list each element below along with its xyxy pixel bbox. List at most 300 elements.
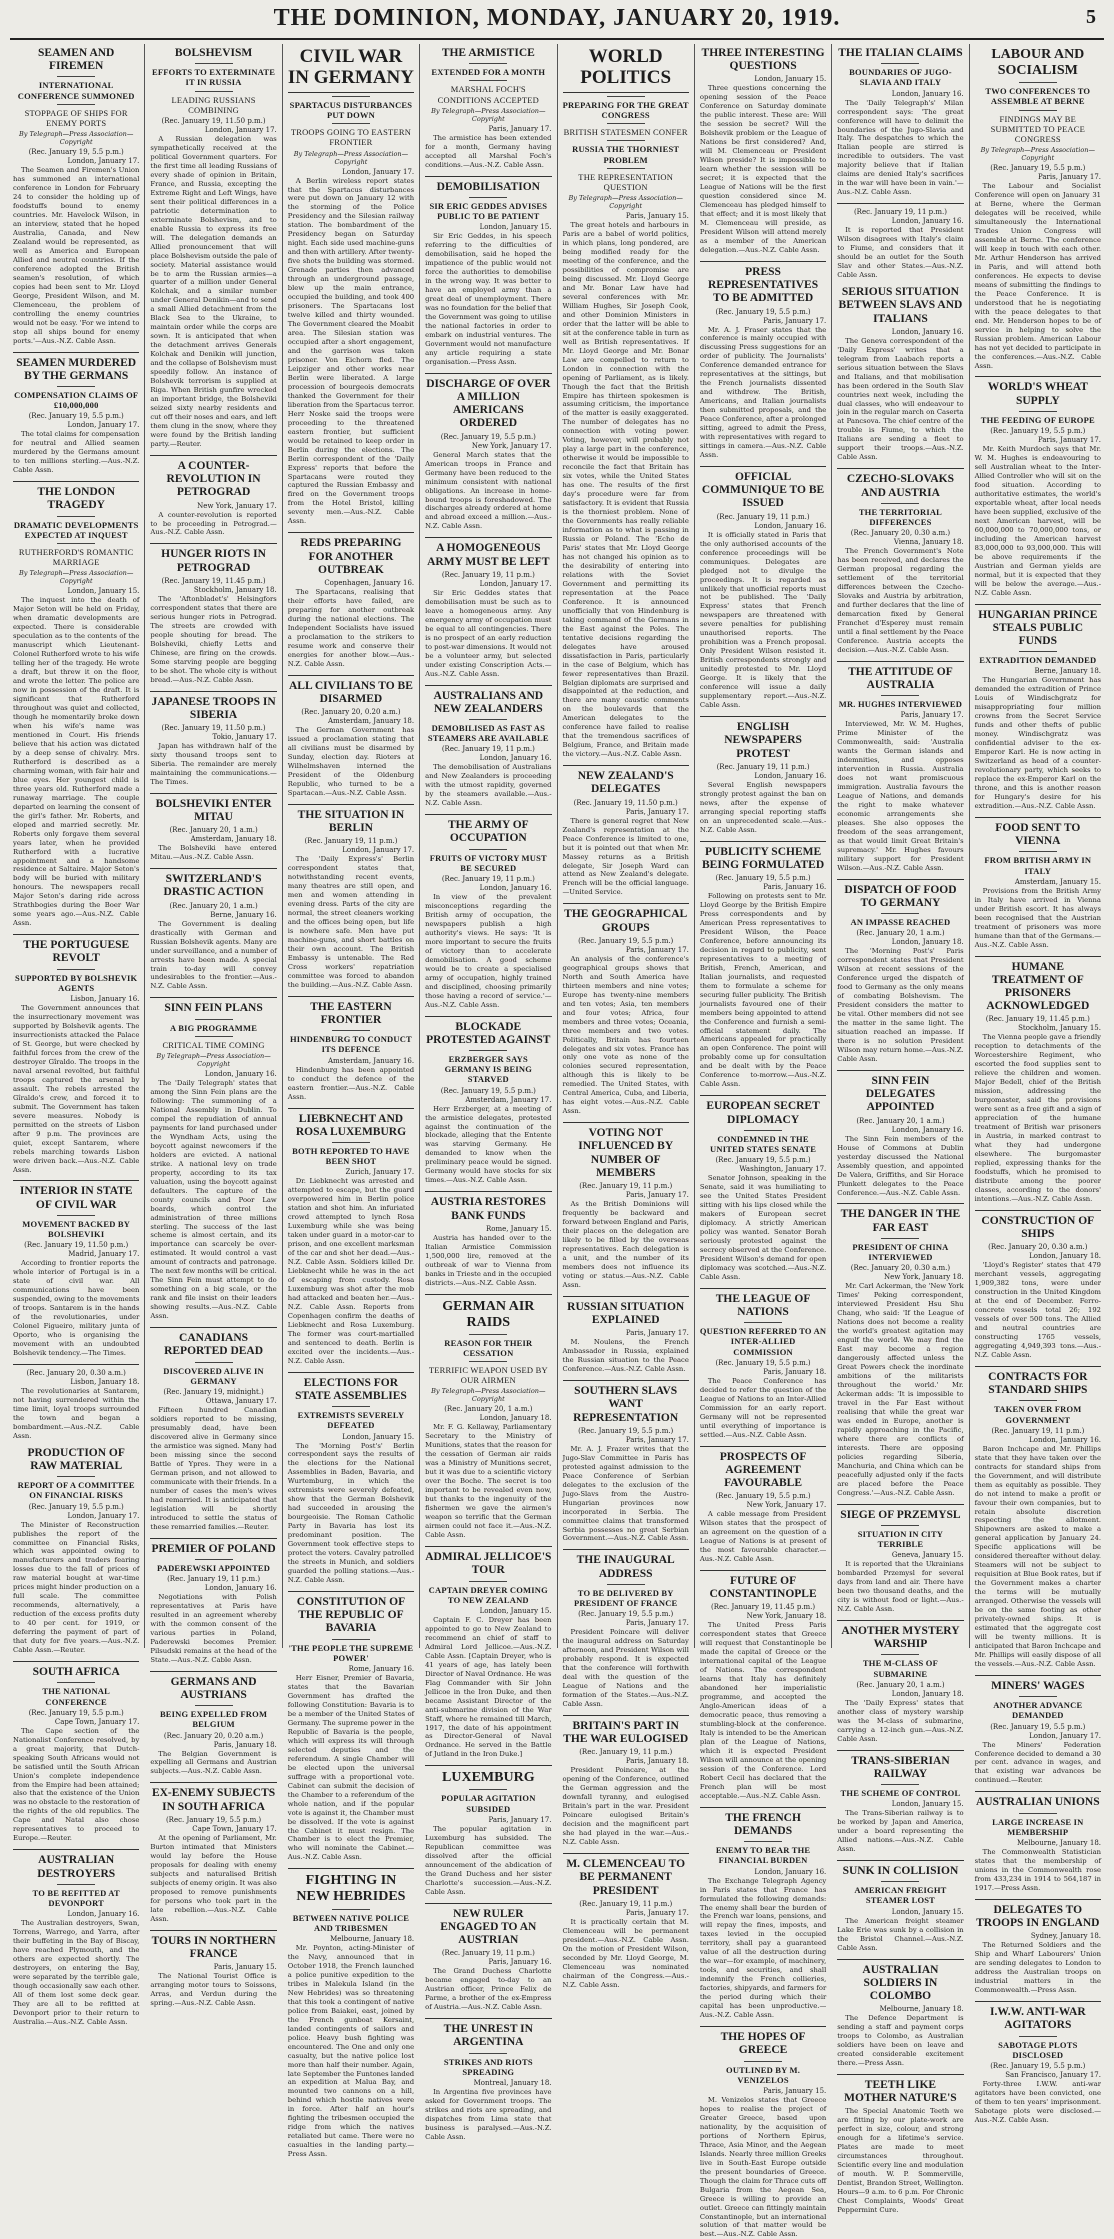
article-headline: WORLD POLITICS [563,47,689,93]
article [150,548,276,684]
dateline: London, January 16. [67,1910,140,1919]
received-time: (Rec. January 20, 1 a.m.) [169,826,258,835]
article-divider [563,1380,689,1381]
article-credit: By Telegraph—Press Association—Copyright [568,194,683,211]
article-subheadline: 'THE PEOPLE THE SUPREME POWER' [288,1642,414,1663]
article [563,1858,689,1989]
article-body: The American freight steamer Lake Erie was sunk by a collision in the Bristol Channel.—Aus.-N.Z. Cable Assn. [837,1916,964,1952]
dateline: Paris, January 17. [625,1435,689,1444]
headline-separator [469,1361,507,1362]
headline-separator [332,123,370,124]
dateline: London, January 17. [342,846,415,855]
dateline: Lisbon, January 18. [70,1377,140,1386]
headline-separator [744,2061,782,2062]
article-headline: AUSTRIA RESTORES BANK FUNDS [430,1196,546,1222]
article [700,1100,826,1281]
article-divider [425,2018,551,2019]
received-time: (Rec. January 20, 1 a.m.) [856,929,945,938]
article [975,961,1101,1204]
article [150,873,276,991]
article-divider [837,468,963,469]
article-body: As the British Dominions will frequently be backward and forward between England and Paris, their places on the delegation are likely to be filled by the overseas representatives. Each delegation is a unit, and the number of its members does not influence its voting or status.—Aus.-N.Z. Cable Assn. [562,1200,689,1289]
dateline: New York, January 17. [746,1501,827,1510]
article [975,1904,1101,1995]
dateline: Berne, January 16. [210,910,277,919]
article-credit: By Telegraph—Press Association—Copyright [980,146,1095,163]
headline-separator [469,849,507,850]
article-headline: THE ATTITUDE OF AUSTRALIA [848,665,953,691]
article [563,908,689,1116]
headline-separator [1019,1400,1057,1401]
dateline: London, January 15. [754,75,827,84]
article-headline: OFFICIAL COMMUNIQUE TO BE ISSUED [701,471,825,510]
article-subheadline: SIR ERIC GEDDES ADVISES PUBLIC TO BE PATIENT [429,200,548,222]
article-body: Senator Johnson, speaking in the Senate, said it was humiliating to see the United States President sitting with his lips closed while the makers of European secret diplomacy. A strictly American policy was wanted. Senator Borah seriously protested against the secrecy observed at the Conference. President Wilson's demand for open diplomacy was scotched.—Aus.-N.Z. Cable Assn. [699,1174,827,1281]
article [150,1935,276,2008]
article [13,1666,139,1843]
article-subheadline: FRUITS OF VICTORY MUST BE SECURED [429,852,547,873]
received-time: (Rec. January 19, 11 p.m.) [579,1899,673,1908]
article-divider [700,1807,826,1808]
dateline: Melbourne, January 18. [330,1934,415,1943]
headline-separator [744,1130,782,1131]
article [837,1509,963,1614]
article [837,1865,963,1952]
headline-separator [881,1525,919,1526]
dateline: London, January 17. [479,579,552,588]
article-subheadline: STOPPAGE OF SHIPS FOR ENEMY PORTS [24,107,128,128]
article-body: The inquest into the death of Major Seton will be held on Friday, when dramatic developments are expected. There is considerable speculation as to the contents of the manuscript which Lieutenant-Colonel Rutherford wrote to his wife telling her of the tragedy. He wrote a draft, but threw it on the floor, and wrote the letter. The police are now in possession of the draft. It is significant that Rutherford throughout was quiet and collected, though he momentarily broke down when his wife's name was mentioned in Court. His friends believe that his action was dictated by a deep sense of chivalry. Mrs. Rutherford is described as a charming woman, with fair hair and blue eyes. Her youngest child is three years old. Rutherford made a runaway marriage. The couple departed on learning the consent of the girl's father. Mr. Roberts, and eloped and married secretly. Mr. Roberts only forgave them several years later, when he provided Rutherford with a lucrative appointment and a handsome residence at Saltaire. Major Seton's body will be buried with military honours. The newspapers recall Major Seton's daring ride across Strathbogies during the Boer War some years ago.—Aus.-N.Z. Cable Assn. [13,596,140,928]
article-divider [563,1122,689,1123]
received-time: (Rec. January 20, 0.30 a.m.) [988,1243,1088,1252]
article-body: 'Lloyd's Register' states that 479 merchant vessels, aggregating 1,909,382 tons, were under construction in the United Kingdom at the end of December. Ferro-concrete vessels total 26; 192 vessels of over 500 tons. The Allied and neutral countries are constructing 1765 vessels, aggregating 4,949,393 tons.—Aus.-N.Z. Cable Assn. [974,1261,1101,1359]
article [425,1551,551,1759]
article-headline: PRESS REPRESENTATIVES TO BE ADMITTED [707,265,819,305]
article-headline: CONSTRUCTION OF SHIPS [981,1214,1095,1241]
article-headline: THE DANGER IN THE FAR EAST [840,1208,961,1234]
article [288,1873,414,2159]
article-divider [700,466,826,467]
article [837,47,963,197]
article-body: A counter-revolution is reported to be proceeding in Petrograd.—Aus.-N.Z. Cable Assn. [150,510,277,537]
article-divider [700,2026,826,2027]
headline-separator [469,80,507,81]
article-divider [150,997,276,998]
article [288,1596,414,1862]
article [425,378,551,532]
article-headline: EUROPEAN SECRET DIPLOMACY [706,1100,820,1126]
article-subheadline: EXTENDED FOR A MONTH [431,67,546,78]
article-divider [288,1372,414,1373]
dateline: Montreal, January 18. [473,2078,552,2087]
headline-separator [57,76,95,77]
headline-separator [469,1050,507,1051]
article [150,696,276,787]
received-time: (Rec. January 19, 5.5 p.m.) [165,1815,262,1824]
headline-separator [607,123,645,124]
article-subheadline: BOTH REPORTED TO HAVE BEEN SHOT [292,1145,410,1167]
dateline: Amsterdam, January 17. [465,1095,552,1104]
received-time: (Rec. January 19, 5.5 p.m.) [990,164,1086,173]
article-subheadline: REASON FOR THEIR CESSATION [444,1337,533,1358]
article [700,47,826,255]
article-body: Several English newspapers strongly protest against the ban on news, after the expense of arranging special reporting staffs on an unprecedented scale.—Aus.-N.Z. Cable Assn. [699,780,827,834]
article-credit: By Telegraph—Press Association—Copyright [431,1387,546,1404]
article-body: President Poincare, at the opening of the Conference, outlined the German aggression and the downfall tyranny, and eulogised Britain's part in the war. President Poincare eulogised Britain's decision and the magnificent part she had played in the war.—Aus.-N.Z. Cable Assn. [562,1766,689,1847]
dateline: Rome, January 15. [485,1224,552,1233]
received-time: (Rec. January 19, 5.5 p.m.) [440,1086,536,1095]
dateline: New York, January 18. [884,1273,964,1282]
headline-separator [332,96,370,97]
article-headline: ANOTHER MYSTERY WARSHIP [841,1624,960,1651]
received-time: (Rec. January 19, 11 p.m.) [304,837,398,846]
article-body: The Trans-Siberian railway is to be worked by Japan and America, under a board representing the Allied nations.—Aus.-N.Z. Cable Assn. [837,1809,964,1854]
article-body: It is practically certain that M. Clemenceau will be permanent president.—Aus.-N.Z. Cable Assn. On the motion of President Wilson, seconded by Mr. Lloyd George, M. Clemenceau was nominated chairman of the Congress.—Aus.-N.Z. Cable Assn. [562,1917,689,1989]
headline-separator [332,1406,370,1407]
article-headline: ENGLISH NEWSPAPERS PROTEST [724,721,802,760]
received-time: (Rec. January 19, 11 p.m.) [441,1949,535,1958]
article-headline: THE INAUGURAL ADDRESS [576,1554,675,1580]
received-time: (Rec. January 20, 0.30 a.m.) [850,529,951,538]
article-headline: THE GEOGRAPHICAL GROUPS [564,908,688,934]
article-body: M. Venizelos states that Greece hopes to realise the project of Greater Greece, based upon nationality, by the acquisition of portions of Northern Epirus, Thrace, Asia Minor, and the Aegean Islands. Nearly three million Greeks live in South-East Europe outside the present boundaries of Greece. Though the claim for Thrace cuts off Bulgaria from the Aegean Sea, Greece is willing to provide an outlet. Greece can fittingly maintain Constantinople, but an international solution of that matter would be best.—Aus.-N.Z. Cable Assn. [699,2095,827,2239]
headline-separator [57,1476,95,1477]
dateline: Melbourne, January 18. [879,2005,964,2014]
headline-separator [881,503,919,504]
article [425,1299,551,1541]
article-headline: A HOMOGENEOUS ARMY MUST BE LEFT [427,542,550,568]
article-body: Hindenburg has been appointed to conduct the defence of the eastern frontier.—Aus.-N.Z. Cable Assn. [287,1065,415,1101]
article [425,690,551,809]
article-body: The United Press Paris correspondent states that Greece will request that Constantinople be made the capital of Greece or the international capital of the League of Nations. The correspondent learns that Italy has definitely abandoned her imperialistic programme, and accepted the Anglo-American ideas of a democratic peace, thus removing a stumbling-block at the conference. Italy is intended to be the American plan of the League of Nations, which it is expected President Wilson will announce at the opening session of the Conference. Lord Robert Cecil has declared that the French plan will be most acceptable.—Aus.-N.Z. Cable Assn. [699,1621,827,1800]
article-divider [13,1364,139,1365]
dateline: Paris, January 18. [763,1367,827,1376]
dateline: London, January 18. [891,1689,964,1698]
received-time: (Rec. January 19, 11 p.m.) [441,745,535,754]
article-subheadline: PRESIDENT OF CHINA INTERVIEWED [852,1241,949,1263]
article [837,286,963,462]
article [288,1113,414,1366]
article-subheadline: EFFORTS TO EXTERMINATE IT IN RUSSIA [151,67,276,88]
dateline: Amsterdam, January 18. [190,835,277,844]
received-time: (Rec. January 19, 5.5 p.m.) [578,1610,674,1619]
article-divider [288,675,414,676]
article-divider [700,841,826,842]
article-subheadline: ERZBERGER SAYS GERMANY IS BEING STARVED [444,1054,533,1085]
article-body: The Belgian Government is expelling all Germans and Austrian subjects.—Aus.-N.Z. Cable Assn. [150,1749,277,1776]
article-headline: EX-ENEMY SUBJECTS IN SOUTH AFRICA [151,1787,276,1813]
article [700,1451,826,1564]
headline-separator [881,1881,919,1882]
article-divider [150,543,276,544]
article [13,1369,139,1441]
article-body: Japan has withdrawn half of the sixty thousand troops sent to Siberia. The remainder are merely maintaining the communications.—The Times. [150,742,277,786]
article-body: The Defence Department is sending a staff and payment corps troops to Colombo, as Australian soldiers have been on leave and created considerable excitement there.—Press Assn. [837,2014,964,2068]
article [837,208,963,280]
article [288,47,414,526]
article-body: Mr. Carl Ackerman, the 'New York Times' Peking correspondent, interviewed President Hsu Shu Chang, who said: 'If the League of Nations does not become a reality the world's greatest agitation may engulf the world. We may find the East may become a region dangerously affected unless the Great Powers check the inordinate ambitions of the militarists throughout the world.' Mr. Ackerman adds: 'It is impossible to travel in the Far East without realising that while the great war was ended in Europe, another is rapidly approaching in the Pacific, where there are conflicts of interests. There are opposing policies regarding Siberia, Manchuria, and China which can be peacefully adjusted only if the facts are placed before the Peace Congress.'—Aus.-N.Z. Cable Assn. [837,1282,964,1497]
article [288,809,414,990]
dateline: London, January 15. [891,1907,964,1916]
article-subheadline: HINDENBURG TO CONDUCT ITS DEFENCE [289,1034,412,1055]
headline-separator [744,1322,782,1323]
article-divider [700,1446,826,1447]
article-divider [150,1930,276,1931]
received-time: (Rec. January 19, 5.5 p.m.) [990,1722,1086,1731]
dateline: Paris, January 17. [625,807,689,816]
headline-separator [195,1362,233,1363]
article-divider [975,817,1101,818]
article [975,1796,1101,1892]
article-headline: SIEGE OF PRZEMYSL [840,1508,961,1521]
article-divider [425,814,551,815]
article [13,1854,139,2026]
received-time: (Rec. January 19, 5.5 p.m.) [578,936,674,945]
article-headline: MINERS' WAGES [991,1679,1085,1692]
article-headline: SOUTHERN SLAVS WANT REPRESENTATION [573,1385,679,1424]
article-divider [288,1868,414,1869]
article-body: Mr. Keith Murdoch says that Mr. W. M. Hughes is endeavouring to sell Australian wheat to the Inter-Allied Controller who will sit on the food situation. According to authoritative estimates, the world's exportable wheat, after local needs have been supplied, exclusive of the next American harvest, will be 60,000,000 to 70,000,000 tons, or including the American harvest 83,000,000 to 93,000,000. This will be above requirements if the Austrian and German yields are normal, but it is expected that they will be below the average.—Aus.-N.Z. Cable Assn. [974,445,1101,597]
article-subheadline: A BIG PROGRAMME [170,1022,258,1033]
article-body: The 'Daily Telegraph' states that among the Sinn Fein plans are the following: The summoning of a National Assembly in Dublin. To compel the repudiation of annual payments for land purchased under the Wyndham Acts, using the boycott against newcomers if the holders are evicted. A national strike. A national levy on trade property, according to its tax valuation, using the boycott against defaulters. The capture of the county councils and Poor Law boards, which control the administration of three millions sterling. The success of the last scheme is almost certain, and its importance can scarcely be over-estimated. It would control a vast amount of contracts and patronage. The next few months will be critical. The Sinn Fein must attempt to do something on a big scale, or the rank and file insist on their leaders showing results.—Aus.-N.Z. Cable Assn. [150,1079,277,1321]
dateline: London, January 16. [1029,1435,1101,1444]
headline-separator [57,1215,95,1216]
article-subheadline: BOUNDARIES OF JUGO-SLAVIA AND ITALY [849,67,952,88]
headline-separator [1019,82,1057,83]
article [700,721,826,834]
article-subheadline: DISCOVERED ALIVE IN GERMANY [163,1365,264,1386]
article [425,2023,551,2142]
article-divider [837,1504,963,1505]
article-headline: THREE INTERESTING QUESTIONS [701,47,825,73]
dateline: London, January 16. [754,1867,827,1876]
article-divider [150,793,276,794]
column-6 [695,44,832,2239]
article-divider [563,1853,689,1854]
article [837,1208,963,1497]
received-time: (Rec. January 19, 11 p.m.) [991,1426,1085,1435]
article-body: Herr Erzberger, at a meeting of the armistice delegates, protested against the continuation of the blockade, alleging that the Entente was starving Germany. He demanded to know when the preliminary peace would be signed. Germany would have stocks for six times.—Aus.-N.Z. Cable Assn. [425,1104,552,1185]
article-divider [975,604,1101,605]
article [425,542,551,678]
headline-separator [881,1784,919,1785]
article [425,1196,551,1287]
column-1 [8,44,145,2026]
article-divider [150,1538,276,1539]
article-subheadline: TROOPS GOING TO EASTERN FRONTIER [290,127,412,148]
received-time: (Rec. January 19, 5.5 p.m.) [715,307,811,316]
article-headline: SINN FEIN DELEGATES APPOINTED [865,1075,936,1114]
article-subheadline: SITUATION IN CITY TERRIBLE [857,1528,944,1549]
article-divider [700,1570,826,1571]
article-divider [150,455,276,456]
article-divider [13,1180,139,1181]
article-body: The Seamen and Firemen's Union has summoned an international conference in London for February 24 to consider the holding up of foodstuffs bound to enemy countries. Mr. Havelock Wilson, in an interview, stated that he hoped Australia, Canada, and New Zealand would be represented, as well as America and European Allied and neutral countries. If the conference adopted the British seamen's resolution, of which copies had been sent to Mr. Lloyd George, President Wilson, and M. Clemenceau, the problem of controlling the enemy countries would not be easy. 'For we intend to stop all ships bound for enemy ports.'—Aus.-N.Z. Cable Assn. [13,166,140,345]
dateline: London, January 16. [891,1125,964,1134]
article-headline: HUMANE TREATMENT OF PRISONERS ACKNOWLEDGED [986,960,1090,1013]
article-divider [150,1782,276,1783]
article-headline: CANADIANS REPORTED DEAD [164,1332,264,1358]
dateline: Paris, January 17. [625,1329,689,1338]
dateline: Lisbon, January 16. [70,995,140,1004]
dateline: Stockholm, January 15. [1018,1024,1101,1033]
page-number: 5 [1086,6,1096,28]
dateline: London, January 17. [342,167,415,176]
article-divider [700,1288,826,1289]
article-credit: By Telegraph—Press Association—Copyright [156,1052,271,1068]
headline-separator [332,1909,370,1910]
article-divider [975,1675,1101,1676]
article-divider [425,1546,551,1547]
article-body: The great hotels and harbours in Paris are a babel of world politics, in which plans, long pondered, are being modified ready for the meeting of the conference, and the possibilities of compromise are being discussed. Mr. Lloyd George and Mr. Bonar Law have had several conferences with Mr. William Hughes, Sir Joseph Cook, and other Dominion Ministers in order that the latter will be able to sit at the conference table in turn as well as British representatives. If Mr. Lloyd George and Mr. Bonar Law are compelled to return to London in connection with the opening of Parliament, as is likely. Though the fact that the British Empire has thirteen spokesmen is assuming criticism, the importance of the matter is easily exaggerated. The number of delegates has no connection with voting power. Voting, however, will probably not play a large part in the conference, otherwise it would be impossible to reconcile the fact that Britain has six votes, while the United States has one. The results of the first day's procedure were far from satisfactory. It is evident that Russia is the thorniest problem. None of the Governments has really reliable information as to what is passing in Russia or Poland. The 'Echo de Paris' states that Mr. Lloyd George has not changed his opinion as to the desirability of entering into relations with the Soviet Government and permitting its representation at the Peace Conference. It is announced unofficially that von Hindenburg is taking command of the Germans in the East against the Poles. The tentative decisions regarding the delegates have aroused dissatisfaction in Paris, particularly in the case of Belgium, which has fewer representatives than Brazil. Belgian diplomats are surprised and disappointed at the reduction, and there are many caustic comments on the boulevards that the American delegates to the conference have failed to realise that the tremendous sacrifices of Belgium, France, and Britain made the victory.—Aus.-N.Z. Cable Assn. [562,221,689,759]
headline-separator [195,1559,233,1560]
article [425,181,551,367]
article [13,1447,139,1655]
article-divider [425,1191,551,1192]
article [563,1554,689,1709]
article-body: A Russian delegation was sympathetically received at the political Government quarters. For the first time all leading Russians of every shade of opinion in Britain, France, and Russia, excepting the Extreme Right and Left Wings, have sent their political differences in a patriotic determination to exterminate Bolshevism, and to enable Russia to express its free will. The delegation demands an Allied pronouncement that will place Bolshevism outside the pale of society. Material assistance would be to arm the Russian armies—a quarter of a million under General Kolchak, and a similar number under General Denikin—and to send a small Allied detachment from the Black Sea to the Ukraine, to maintain order while the corps are sown. It is anticipated that when the detachment arrives Generals Kolchak and Denikin will junction, and the collapse of Bolshevism must speedily follow. An instance of Bolshevik terrorism is supplied at Riga. When British gunfire wrecked an important bridge, the Bolsheviki seized sixty nearby residents and cut off their noses and ears, and left them clung in the snow, where they were found by the British landing party.—Reuter. [150,134,277,448]
article [13,486,139,928]
article [837,2079,963,2215]
received-time: (Rec. January 19, 5.5 p.m.) [28,412,124,421]
article-subheadline: RUTHERFORD'S ROMANTIC MARRIAGE [18,547,134,568]
received-time: (Rec. January 20, 0.20 a.m.) [301,708,401,717]
article-headline: CZECHO-SLOVAKS AND AUSTRIA [846,473,955,499]
dateline: Amsterdam, January 18. [327,717,415,726]
article-headline: WORLD'S WHEAT SUPPLY [987,381,1088,407]
article [975,381,1101,597]
article-headline: AUSTRALIAN DESTROYERS [37,1854,116,1880]
dateline: Paris, January 15. [213,1962,277,1971]
article-body: M. Noulens, the French Ambassador in Russia, explained the Russian situation to the Peace Conference.—Aus.-N.Z. Cable Assn. [562,1338,689,1374]
headline-separator [881,1238,919,1239]
article-headline: THE SITUATION IN BERLIN [297,808,405,835]
article [700,2031,826,2239]
received-time: (Rec. January 19, 5.5 p.m.) [578,1426,674,1435]
received-time: (Rec. January 19, 11.45 p.m.) [161,576,266,585]
article-headline: JAPANESE TROOPS IN SIBERIA [151,695,276,721]
article-divider [563,903,689,904]
article-subheadline: TWO CONFERENCES TO ASSEMBLE AT BERNE [985,86,1091,107]
headline-separator [57,1682,95,1683]
article [13,1185,139,1357]
dateline: Vienna, January 18. [893,538,964,547]
article-body: The Special Anatomic Teeth we are fitting by our plate-work are perfect in size, colour, and strong enough for a lifetime's service. Plates are made to meet circumstances throughout. Scientific every line and modulation of mouth. W. P. Sommerville, Dentist, Brandon Street, Wellington. Hours—9 a.m. to 6 p.m. For Chronic Chest Complaints, Woods' Great Peppermint Cure. [837,2107,964,2215]
article-body: Dr. Liebknecht was arrested and attempted to escape, but the guard overpowered him in Berlin police station and shot him. An infuriated crowd attempted to lynch Rosa Luxemburg while she was being taken under guard in a motor-car to prison, and one excellent marksman of the car and shot her dead.—Aus.-N.Z. Cable Assn. Soldiers killed Dr. Liebknecht while he was in the act of escaping from custody. Rosa Luxemburg was shot after the mob had attacked and beaten her.—Aus.-N.Z. Cable Assn. Reports from Copenhagen confirm the deaths of Liebknecht and Rosa Luxemburg. The former was court-martialled and sentenced to death. Berlin is excited over the incidents.—Aus.-N.Z. Cable Assn. [287,1177,415,1365]
dateline: Cape Town, January 17. [192,1824,277,1833]
headline-separator [332,1639,370,1640]
article-headline: AUSTRALIAN SOLDIERS IN COLOMBO [862,1963,939,2002]
dateline: Paris, January 15. [763,2086,827,2095]
article-body: Following on protests sent to Mr. Lloyd George by the British Empire Press correspondents and by American Press representatives to President Wilson, the Peace Conference, before announcing its decision in regard to publicity, sent representatives to a meeting of British, French, American, and Italian journalists, and requested them to formulate a scheme for securing fuller publicity. The British journalists favoured one of their members being appointed to attend the Conference and furnish a semi-official statement daily. The Americans appealed for practically an open Conference. The point will probably come up for consultation and be dealt with by the Peace Conference to-morrow.—Aus.-N.Z. Cable Assn. [699,891,827,1089]
article [425,1770,551,1896]
article-subheadline: QUESTION REFERRED TO AN INTER-ALLIED COMMISSION [699,1326,827,1357]
dateline: London, January 17. [1029,1731,1101,1740]
article-subheadline: LEADING RUSSIANS COMBINING [171,94,256,115]
received-time: (Rec. January 19, 11.50 p.m.) [24,1241,129,1250]
article [975,609,1101,811]
dateline: London, January 16. [479,754,552,763]
article-divider [425,1016,551,1017]
dateline: Stockholm, January 18. [193,585,277,594]
received-time: (Rec. January 19, 5.5 p.m.) [715,1492,811,1501]
article-headline: ELECTIONS FOR STATE ASSEMBLIES [295,1376,407,1402]
article-divider [425,537,551,538]
article-subheadline: OUTLINED BY M. VENIZELOS [726,2064,801,2085]
article-headline: THE FRENCH DEMANDS [725,1811,801,1837]
article [975,1680,1101,1785]
headline-separator [1019,2036,1057,2037]
dateline: Paris, January 16. [488,1958,552,1967]
article-body: The Commonwealth Statistician states that the membership of unions in the Commonwealth rose from 433,234 in 1914 to 564,187 in 1917.—Press Assn. [974,1847,1101,1892]
article-body: Mr. F. G. Kellaway, Parliamentary Secretary to the Ministry of Munitions, states that the reason for the cessation of German air raids was a Ministry of Munitions secret, but it was due to a scientific victory over the Boche. The secret is too important to be revealed even now, but thanks to the ingenuity of the fishermen we gave the airmen's weapon so terrific that the German airmen could not face it.—Aus.-N.Z. Cable Assn. [425,1423,552,1540]
headline-separator [195,1019,233,1020]
headline-separator [332,1030,370,1031]
article-body: The Returned Soldiers and the Ship and Wharf Labourers' Union are sending delegates to London to address the Australian troops on industrial matters in the Commonwealth.—Press Assn. [974,1941,1101,1995]
article [975,1371,1101,1669]
article [288,537,414,668]
article-credit: By Telegraph—Press Association—Copyright [293,149,409,166]
article-headline: NEW ZEALAND'S DELEGATES [577,770,674,796]
headline-separator [1019,1696,1057,1697]
received-time: (Rec. January 20, 0.20 a.m.) [163,1731,264,1740]
article-body: Three questions concerning the opening session of the Peace Conference on Saturday dominate the public interest. These are: Will the session be secret? Will the Bolshevik problem or the League of Nations be first considered? And, will M. Clemenceau or President Wilson preside? It is impossible to learn whether the session will be secret; it is expected that the League of Nations will be the first question considered since M. Clemenceau has pledged himself to that effect; and it is most likely that M. Clemenceau will preside, as President Wilson will attend merely as a member of the American delegation.—Aus.-N.Z. Cable Assn. [699,84,827,254]
dateline: Paris, January 17. [1037,436,1101,445]
article-headline: CONSTITUTION OF THE REPUBLIC OF BAVARIA [296,1596,406,1635]
article-headline: AUSTRALIAN UNIONS [975,1796,1100,1809]
article-divider [975,956,1101,957]
article-divider [288,996,414,997]
article-headline: BOLSHEVISM [174,47,253,59]
article-body: Provisions from the British Army in Italy have arrived in Vienna under British escort. It has always been recognised that the Austrian treatment of prisoners was more humane than that of the Germans.—Aus.-N.Z. Cable Assn. [974,886,1101,949]
article-divider [975,1366,1101,1367]
article [837,473,963,654]
article-body: Mr. A. J. Frazer writes that the Jugo-Slav Committee in Paris has protested against admission to the Peace Conference of Serbian delegates to the exclusion of the Jugo-Slavs from the Austro-Hungarian provinces now incorporated in Serbia. The committee claims that transformed Serbia possesses no great Serbian Government.—Aus.-N.Z. Cable Assn. [562,1444,689,1543]
article [837,666,963,873]
dateline: Madrid, January 17. [68,1250,140,1259]
article-body: Baron Inchcape and Mr. Phillips state that they have taken over the contracts for standard ships from the Government, and will distribute them as equitably as possible. They do not intend to make a profit or favour their own companies, but to retain absolute discretion respecting the allotment. Shipowners are asked to make a general application by January 24. Specific applications will be considered thereafter without delay. Steamers will not be subject to requisition at Blue Book rates, but if the Government makes a charter the terms will be mutually arranged. Otherwise the vessels will be on the same footing as other privately-owned ships. It is estimated that the aggregate cost will be twenty millions. It is anticipated that Baron Inchcape and Mr. Phillips will easily dispose of all the vessels.—Aus.-N.Z. Cable Assn. [974,1444,1102,1668]
article-subheadline: RUSSIA THE THORNIEST PROBLEM [572,144,680,165]
newspaper-title: THE DOMINION, MONDAY, JANUARY 20, 1919. [273,4,841,31]
article-divider [13,481,139,482]
article-subheadline: THE REPRESENTATION QUESTION [578,171,674,192]
article [563,1127,689,1290]
article-subheadline: FROM BRITISH ARMY IN ITALY [984,855,1092,876]
headline-separator [195,1705,233,1706]
received-time: (Rec. January 19, 5.5 p.m.) [990,427,1086,436]
headline-separator [1019,411,1057,412]
article-body: Captain F. C. Dreyer has been appointed to go to New Zealand to recommend an chief of staff to Admiral Lord Jellicoe.—Aus.-N.Z. Cable Assn. [Captain Dreyer, who is 41 years of age, has lately been Director of Naval Ordnance. He was Flag Commander with Sir John Jellicoe in the Iron Duke, and then became Assistant Director of the anti-submarine division of the War Staff, where he remained till March, 1917, the date of his appointment as Director-General of Naval Ordnance. He served in the Battle of Jutland in the Iron Duke.] [425,1615,552,1759]
article-headline: DELEGATES TO TROOPS IN ENGLAND [976,1903,1100,1930]
received-time: (Rec. January 19, 11.45 p.m.) [985,1015,1090,1024]
article [700,266,826,460]
headline-separator [57,104,95,105]
article-body: The revolutionaries at Santarem, not having surrendered within the time limit, loyal troops surrounded the town and began a bombardment.—Aus.-N.Z. Cable Assn. [13,1386,140,1440]
article-divider [975,2001,1101,2002]
dateline: San Francisco, January 17. [1005,2070,1101,2079]
article-headline: FUTURE OF CONSTANTINOPLE [709,1574,817,1601]
received-time: (Rec. January 20, 0.30 a.m.) [850,1264,951,1273]
article-body: The 'Morning Post's' Paris correspondent states that President Wilson at recent sessions of the Conference urged the dispatch of food to Germany as the only means of combating Bolshevism. The President considers the matter to be vital. Other members did not see the matter in the same light. The situation reached an impasse. If there is no solution President Wilson may return home.—Aus.-N.Z. Cable Assn. [837,947,964,1064]
article-divider [563,1296,689,1297]
column-5 [558,44,695,1989]
article-body: The Hungarian Government has demanded the extradition of Prince Louis of Windischgratz for misappropriating four million crowns from the Secret Service funds and other thefts of public money. Windischgratz was confidential adviser to the ex-Emperor Karl. He is now acting in Switzerland as head of a counter-revolutionary party, which seeks to replace the ex-Emperor Karl on the throne, and this is another reason for Hungary's desire for his extradition.—Aus.-N.Z. Cable Assn. [974,676,1101,810]
dateline: London, January 17. [204,125,277,134]
article-headline: THE ARMISTICE [441,47,535,59]
article-headline: BRITAIN'S PART IN THE WAR EULOGISED [563,1719,689,1746]
dateline: London, January 15. [67,587,140,596]
article-headline: SEAMEN AND FIREMEN [38,47,115,73]
